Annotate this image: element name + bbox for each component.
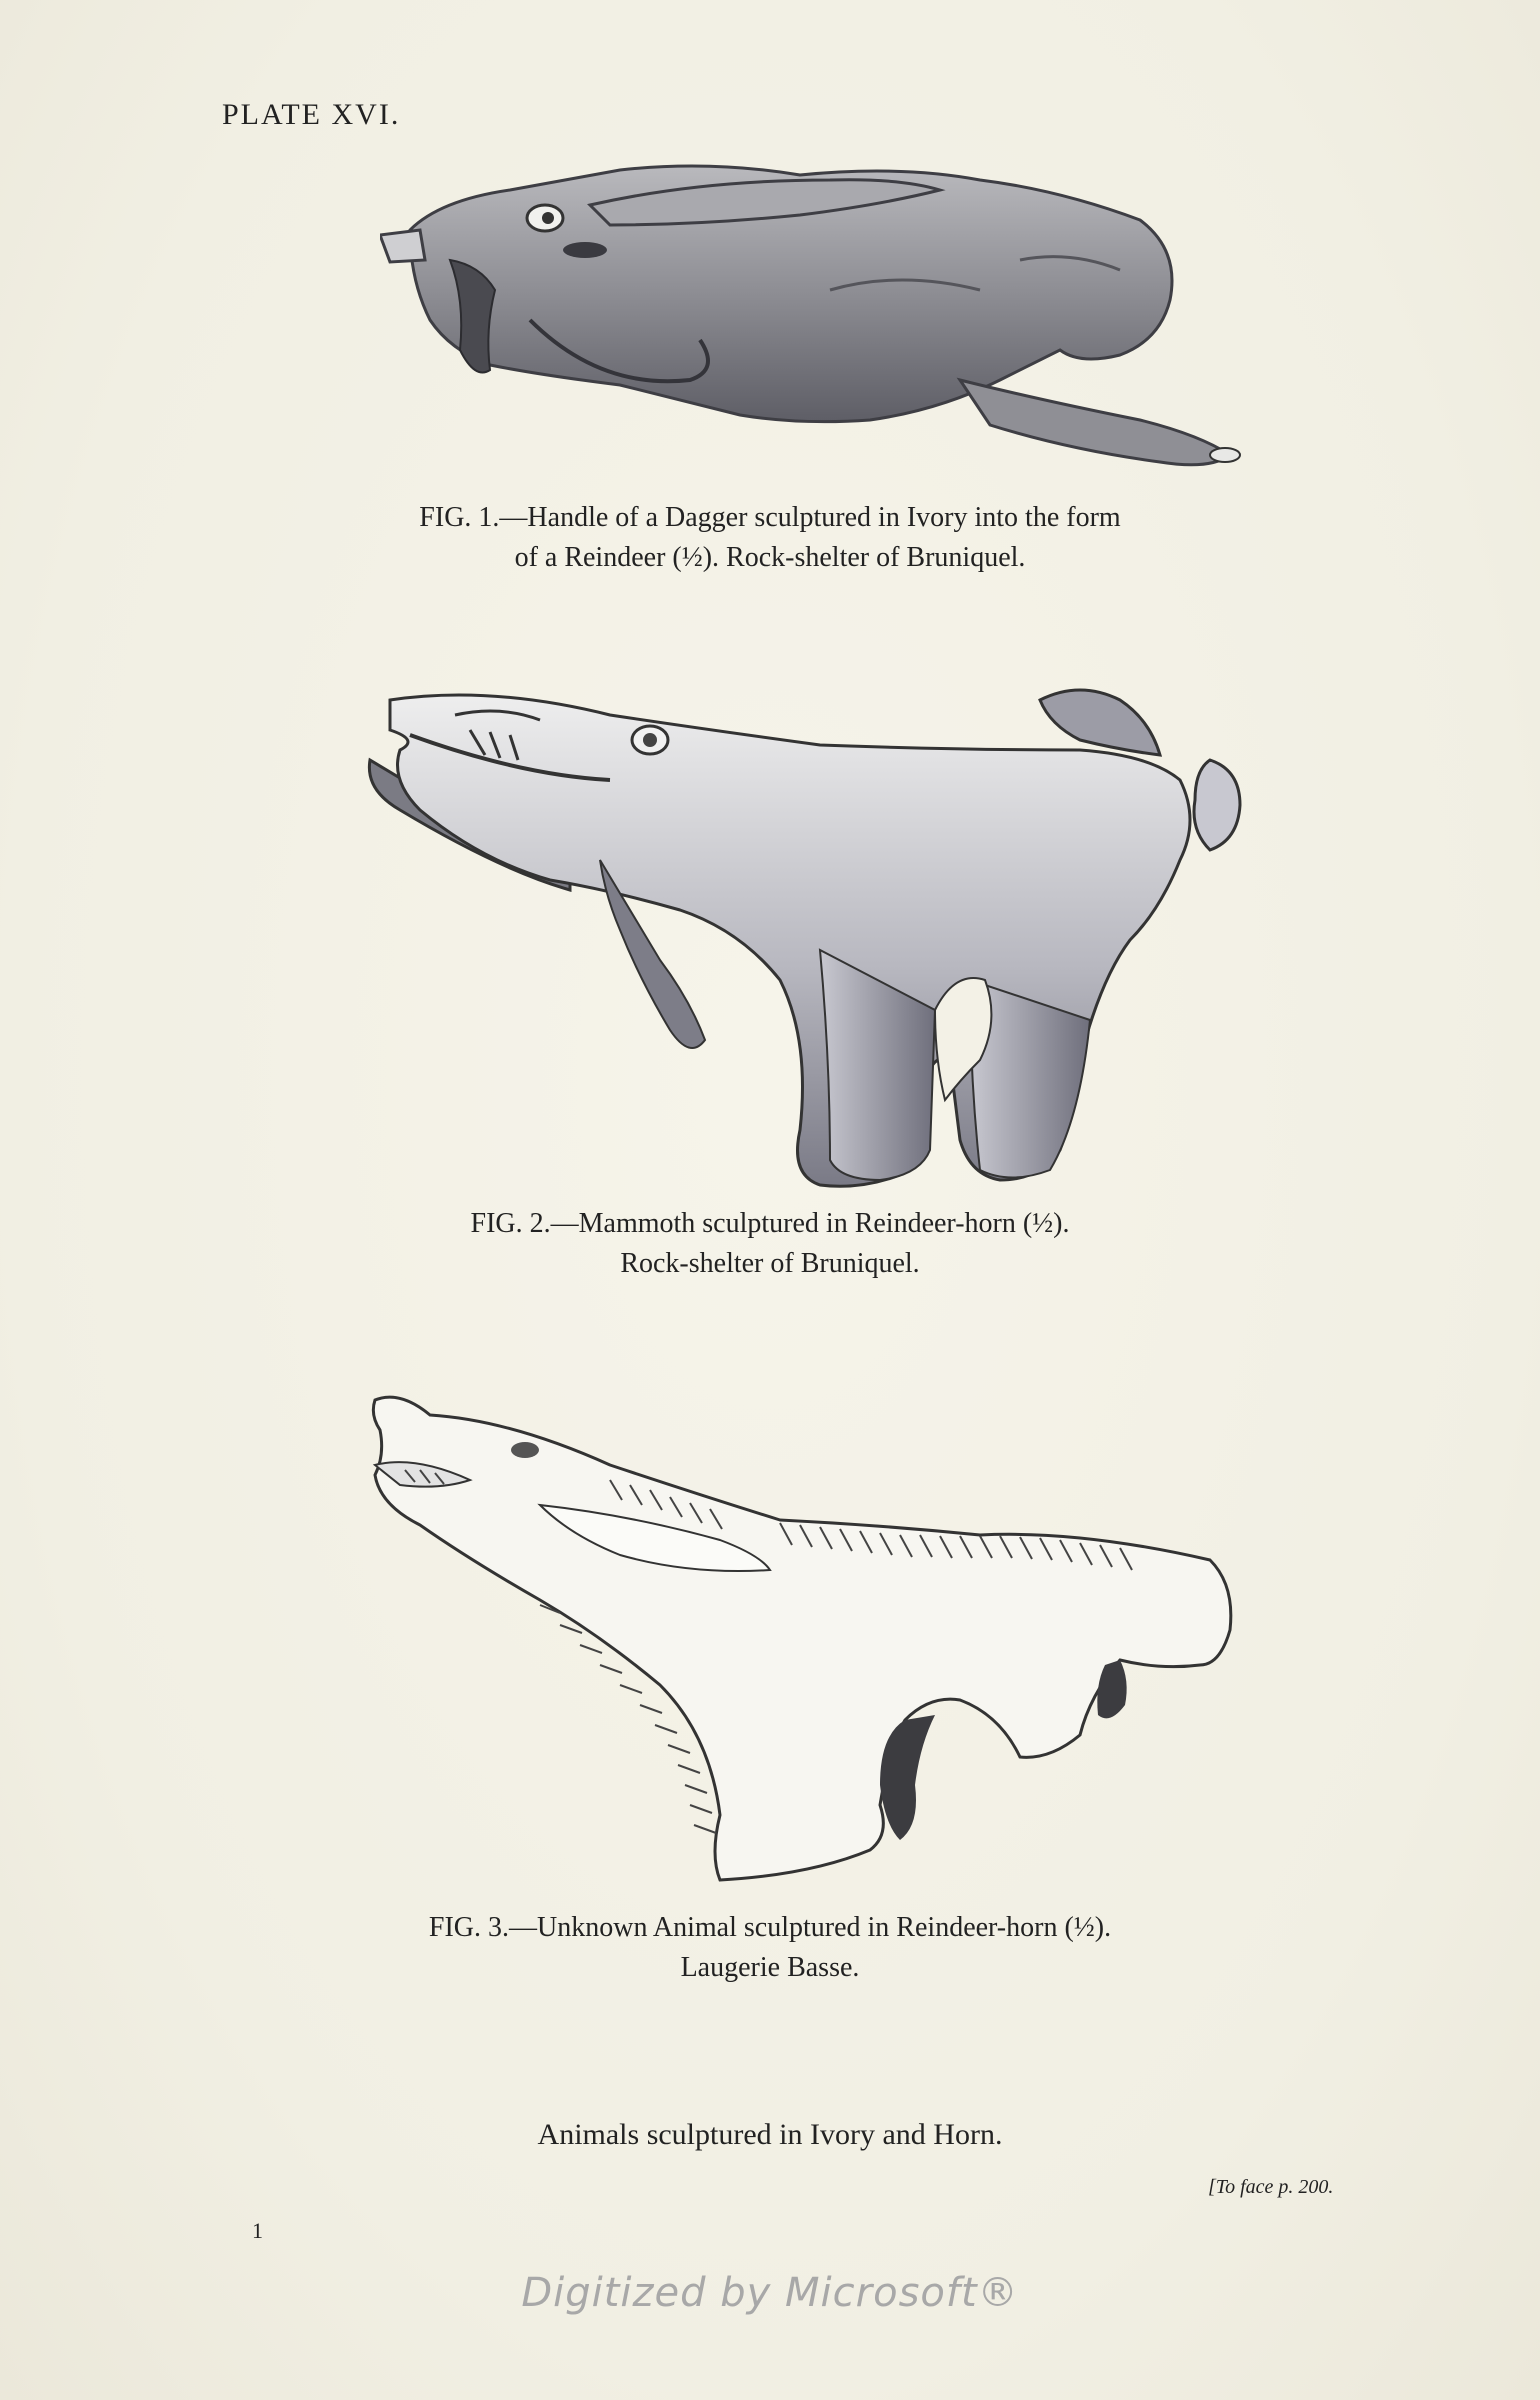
facing-page-note: [To face p. 200. (1208, 2176, 1334, 2198)
reindeer-dagger-handle-illustration (380, 150, 1260, 490)
caption-line: Rock-shelter of Bruniquel. (620, 1248, 920, 1279)
plate-title: Animals sculptured in Ivory and Horn. (537, 2118, 1003, 2151)
figure-3 (360, 1385, 1260, 1905)
figure-2-caption (0, 1204, 1540, 1284)
caption-line: FIG. 3.—Unknown Animal sculptured in Reindeer-horn (½). (428, 1912, 1112, 1943)
margin-mark: 1 (252, 2218, 263, 2243)
plate-label: PLATE XVI. (222, 98, 401, 131)
caption-line: Laugerie Basse. (680, 1952, 860, 1983)
figure-2 (360, 680, 1260, 1200)
unknown-animal-sculpture-illustration (360, 1385, 1260, 1905)
caption-line: FIG. 2.—Mammoth sculptured in Reindeer-horn (½). (470, 1208, 1070, 1239)
caption-line: of a Reindeer (½). Rock-shelter of Bruniquel. (514, 542, 1026, 573)
caption-line: FIG. 1.—Handle of a Dagger sculptured in Ivory into the form (419, 502, 1121, 533)
figure-3-caption (0, 1908, 1540, 1988)
figure-1-caption (0, 498, 1540, 578)
digitization-watermark: Digitized by Microsoft® (521, 2270, 1019, 2316)
figure-1 (380, 150, 1260, 490)
mammoth-sculpture-illustration (360, 680, 1260, 1200)
